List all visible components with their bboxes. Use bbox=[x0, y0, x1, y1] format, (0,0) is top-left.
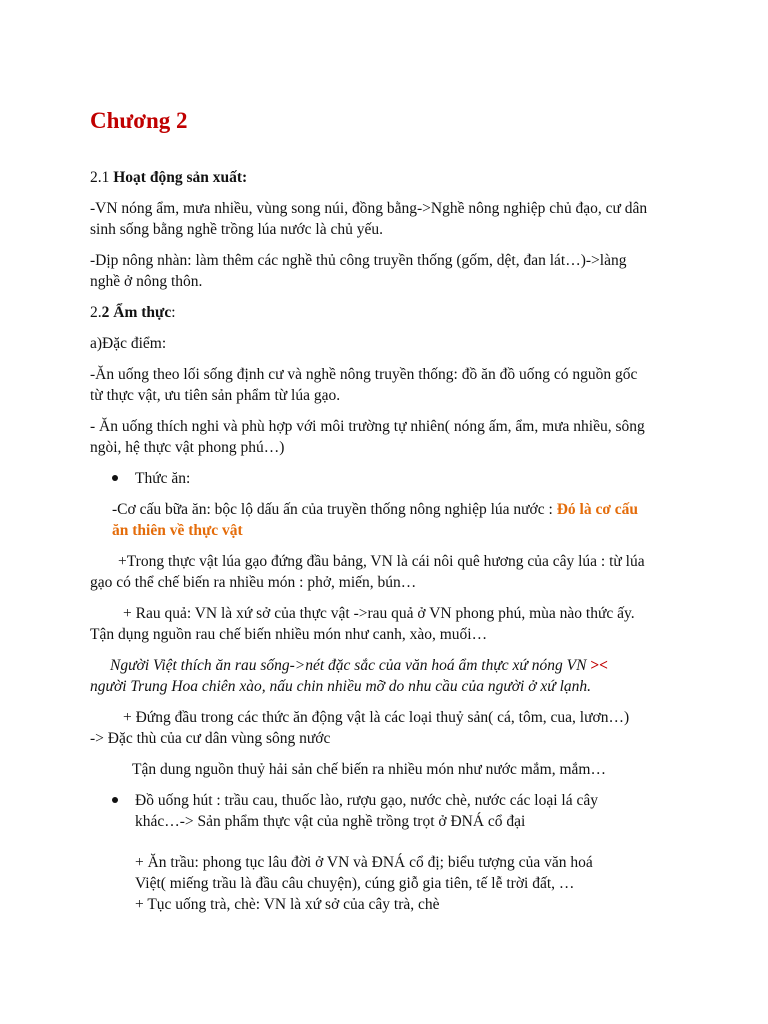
bullet-dot-icon bbox=[112, 797, 118, 803]
paragraph-line: + Đứng đầu trong các thức ăn động vật là các loại thuỷ sản( cá, tôm, cua, lươn…) bbox=[123, 709, 630, 726]
bullet-drinks: Đồ uống hút : trầu cau, thuốc lào, rượu gạo, nước chè, nước các loại lá cây bbox=[135, 792, 598, 809]
compare-text: Người Việt thích ăn rau sống->nét đặc sắc của văn hoá ẩm thực xứ nóng VN bbox=[110, 657, 591, 674]
paragraph-line: gạo có thể chế biến ra nhiều món : phở, miến, bún… bbox=[90, 574, 417, 591]
paragraph-line: + Rau quả: VN là xứ sở của thực vật ->rau quả ở VN phong phú, mùa nào thức ấy. bbox=[123, 605, 635, 622]
paragraph-line bbox=[112, 499, 638, 520]
paragraph-line: -Dịp nông nhàn: làm thêm các nghề thủ công truyền thống (gốm, dệt, đan lát…)->làng bbox=[90, 252, 627, 269]
paragraph-line: sinh sống bằng nghề trồng lúa nước là chủ yếu. bbox=[90, 221, 383, 238]
bullet-dot-icon bbox=[112, 475, 118, 481]
section-number: 2. bbox=[90, 304, 102, 321]
paragraph-line: khác…-> Sản phẩm thực vật của nghề trồng trọt ở ĐNÁ cổ đại bbox=[135, 813, 526, 830]
section-number: 2.1 bbox=[90, 169, 114, 186]
paragraph-line: -Ăn uống theo lối sống định cư và nghề nông truyền thống: đồ ăn đồ uống có nguồn gốc bbox=[90, 366, 638, 383]
paragraph-line: ngòi, hệ thực vật phong phú…) bbox=[90, 439, 285, 456]
subheading: a)Đặc điểm: bbox=[90, 335, 167, 352]
paragraph-line: Việt( miếng trầu là đầu câu chuyện), cúng giỗ gia tiên, tế lễ trời đất, … bbox=[135, 875, 575, 892]
compare-symbol: >< bbox=[590, 657, 608, 674]
structure-text: -Cơ cấu bữa ăn: bộc lộ dấu ấn của truyền thống nông nghiệp lúa nước : bbox=[112, 501, 557, 518]
section-title: 2 Ẩm thực bbox=[101, 304, 172, 321]
section-2-2-heading bbox=[90, 302, 176, 323]
paragraph-line: nghề ở nông thôn. bbox=[90, 273, 203, 290]
paragraph-line: -> Đặc thù của cư dân vùng sông nước bbox=[90, 730, 331, 747]
paragraph-line: + Tục uống trà, chè: VN là xứ sở của cây trà, chè bbox=[135, 896, 440, 913]
structure-highlight-line: ăn thiên về thực vật bbox=[112, 522, 243, 539]
paragraph-line: - Ăn uống thích nghi và phù hợp với môi trường tự nhiên( nóng ấm, ẩm, mưa nhiều, sông bbox=[90, 418, 645, 435]
paragraph-line bbox=[110, 655, 608, 676]
bullet-food: Thức ăn: bbox=[135, 470, 191, 487]
paragraph-line: + Ăn trầu: phong tục lâu đời ở VN và ĐNÁ cổ đị; biểu tượng của văn hoá bbox=[135, 854, 593, 871]
structure-highlight: Đó là cơ cấu bbox=[556, 501, 639, 518]
paragraph-line: Tận dung nguồn thuỷ hải sản chế biến ra nhiều món như nước mắm, mắm… bbox=[132, 761, 606, 778]
paragraph-line: Tận dụng nguồn rau chế biến nhiều món như canh, xào, muối… bbox=[90, 626, 488, 643]
paragraph-line: người Trung Hoa chiên xào, nấu chin nhiều mỡ do nhu cầu của người ở xứ lạnh. bbox=[90, 678, 592, 695]
document-page bbox=[90, 0, 690, 1024]
paragraph-line: -VN nóng ẩm, mưa nhiều, vùng song núi, đồng bằng->Nghề nông nghiệp chủ đạo, cư dân bbox=[90, 200, 648, 217]
chapter-title: Chương 2 bbox=[90, 108, 188, 133]
paragraph-line: +Trong thực vật lúa gạo đứng đầu bảng, VN là cái nôi quê hương của cây lúa : từ lúa bbox=[118, 553, 645, 570]
paragraph-line: từ thực vật, ưu tiên sản phẩm từ lúa gạo. bbox=[90, 387, 341, 404]
section-title: Hoạt động sản xuất: bbox=[113, 169, 248, 186]
section-2-1-heading bbox=[90, 167, 247, 188]
section-colon: : bbox=[171, 304, 176, 321]
